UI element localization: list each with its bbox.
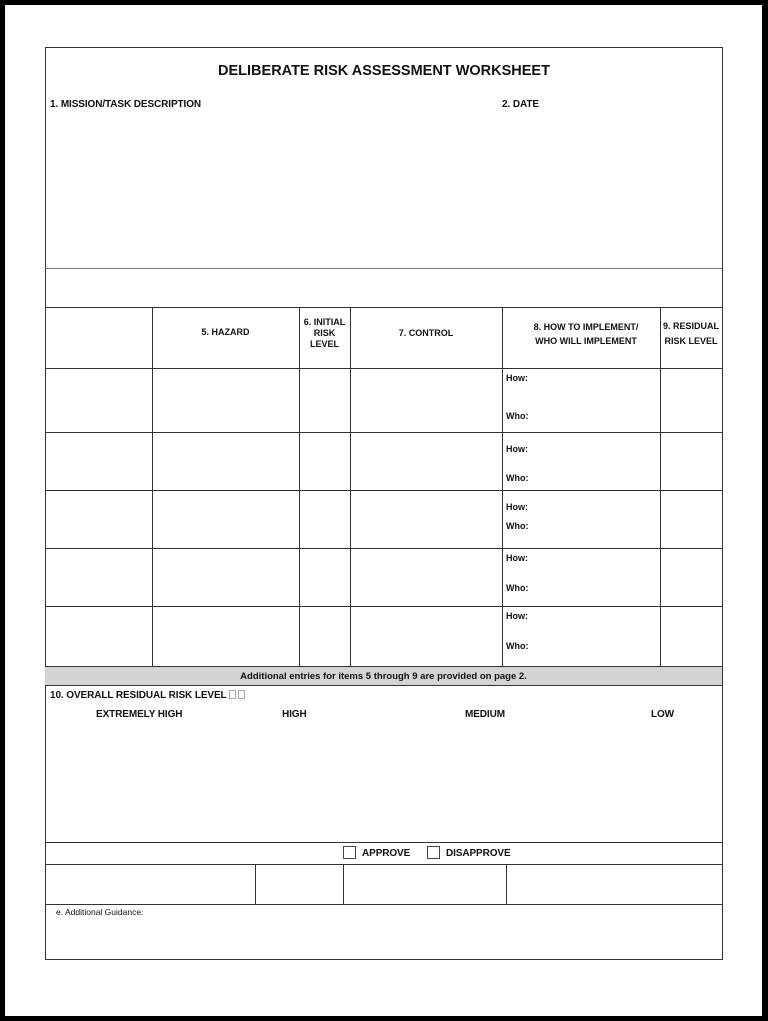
divider-mission <box>45 268 722 269</box>
subtask-cell[interactable] <box>47 550 151 604</box>
form-top-border <box>45 47 722 48</box>
who-label: Who: <box>506 583 529 593</box>
disapprove-label: DISAPPROVE <box>446 848 511 859</box>
initial-risk-cell[interactable] <box>301 492 349 546</box>
who-field[interactable] <box>529 518 657 546</box>
guidance-top-line <box>45 904 722 905</box>
table-row <box>45 432 722 490</box>
additional-guidance-label: e. Additional Guidance: <box>56 907 144 917</box>
signature-col-line-1 <box>255 864 256 904</box>
who-field[interactable] <box>529 578 657 604</box>
residual-risk-cell[interactable] <box>662 370 720 430</box>
header-residual-risk-line1: 9. RESIDUAL <box>662 321 719 331</box>
initial-risk-cell[interactable] <box>301 608 349 664</box>
table-top-line <box>45 307 722 308</box>
overall-risk-label-text: 10. OVERALL RESIDUAL RISK LEVEL <box>50 690 227 701</box>
header-initial-risk-line2: RISK <box>313 328 336 338</box>
table-row <box>45 490 722 548</box>
header-how-who-line2: WHO WILL IMPLEMENT <box>535 336 637 346</box>
who-label: Who: <box>506 411 529 421</box>
subtask-cell[interactable] <box>47 370 151 430</box>
approval-top-line <box>45 842 722 843</box>
subtask-cell[interactable] <box>47 434 151 488</box>
approver-name-field[interactable] <box>47 866 253 902</box>
header-initial-risk-line1: 6. INITIAL <box>303 317 346 327</box>
signature-top-line <box>45 864 722 865</box>
residual-risk-cell[interactable] <box>662 550 720 604</box>
how-label: How: <box>506 444 528 454</box>
glyph-placeholder-icon <box>238 690 245 699</box>
signature-col-line-3 <box>506 864 507 904</box>
hazard-cell[interactable] <box>154 434 298 488</box>
who-label: Who: <box>506 521 529 531</box>
how-field[interactable] <box>529 492 657 516</box>
approver-duty-title-field[interactable] <box>345 866 504 902</box>
overall-risk-notes-area[interactable] <box>47 724 720 840</box>
how-field[interactable] <box>529 608 657 634</box>
disapprove-checkbox[interactable] <box>427 846 440 859</box>
how-label: How: <box>506 611 528 621</box>
who-field[interactable] <box>529 636 657 664</box>
control-cell[interactable] <box>352 608 500 664</box>
additional-entries-note: Additional entries for items 5 through 9 are provided on page 2. <box>240 671 527 682</box>
overall-risk-label <box>50 690 245 701</box>
hazard-cell[interactable] <box>154 492 298 546</box>
who-label: Who: <box>506 473 529 483</box>
form-bottom-border <box>45 959 722 960</box>
control-cell[interactable] <box>352 370 500 430</box>
table-row <box>45 368 722 432</box>
control-cell[interactable] <box>352 550 500 604</box>
approver-signature-field[interactable] <box>508 866 720 902</box>
approver-rank-field[interactable] <box>257 866 341 902</box>
header-initial-risk-line3: LEVEL <box>309 339 339 349</box>
header-how-who-line1: 8. HOW TO IMPLEMENT/ <box>533 322 639 332</box>
form-title: DELIBERATE RISK ASSESSMENT WORKSHEET <box>218 63 550 79</box>
subtask-cell[interactable] <box>47 492 151 546</box>
control-cell[interactable] <box>352 492 500 546</box>
who-label: Who: <box>506 641 529 651</box>
how-label: How: <box>506 502 528 512</box>
how-field[interactable] <box>529 434 657 460</box>
approve-label: APPROVE <box>362 848 411 859</box>
risk-option-medium[interactable]: MEDIUM <box>465 709 505 720</box>
header-initial-risk <box>299 317 350 350</box>
how-field[interactable] <box>529 550 657 576</box>
control-cell[interactable] <box>352 434 500 488</box>
mission-description-field[interactable] <box>47 114 497 268</box>
initial-risk-cell[interactable] <box>301 370 349 430</box>
prepared-by-field[interactable] <box>47 270 720 306</box>
risk-option-extremely-high[interactable]: EXTREMELY HIGH <box>96 709 183 720</box>
residual-risk-cell[interactable] <box>662 608 720 664</box>
who-field[interactable] <box>529 404 657 430</box>
residual-risk-cell[interactable] <box>662 492 720 546</box>
additional-entries-band <box>45 666 722 686</box>
table-row <box>45 606 722 666</box>
approve-checkbox[interactable] <box>343 846 356 859</box>
initial-risk-cell[interactable] <box>301 550 349 604</box>
residual-risk-cell[interactable] <box>662 434 720 488</box>
who-field[interactable] <box>529 462 657 488</box>
how-label: How: <box>506 553 528 563</box>
subtask-cell[interactable] <box>47 608 151 664</box>
signature-col-line-2 <box>343 864 344 904</box>
risk-option-low[interactable]: LOW <box>651 709 675 720</box>
table-row <box>45 548 722 606</box>
header-how-who <box>502 320 670 348</box>
hazard-cell[interactable] <box>154 550 298 604</box>
date-field[interactable] <box>500 114 720 268</box>
glyph-placeholder-icon <box>229 690 236 699</box>
mission-label: 1. MISSION/TASK DESCRIPTION <box>50 99 202 110</box>
form-right-border <box>722 47 723 960</box>
hazard-cell[interactable] <box>154 370 298 430</box>
initial-risk-cell[interactable] <box>301 434 349 488</box>
how-label: How: <box>506 373 528 383</box>
date-label: 2. DATE <box>502 99 539 110</box>
additional-guidance-field[interactable] <box>47 920 720 958</box>
how-field[interactable] <box>529 370 657 400</box>
header-residual-risk-line2: RISK LEVEL <box>664 336 718 346</box>
header-control: 7. CONTROL <box>398 328 454 338</box>
header-residual-risk <box>660 319 722 349</box>
header-hazard: 5. HAZARD <box>201 327 250 337</box>
hazard-cell[interactable] <box>154 608 298 664</box>
risk-option-high[interactable]: HIGH <box>282 709 307 720</box>
